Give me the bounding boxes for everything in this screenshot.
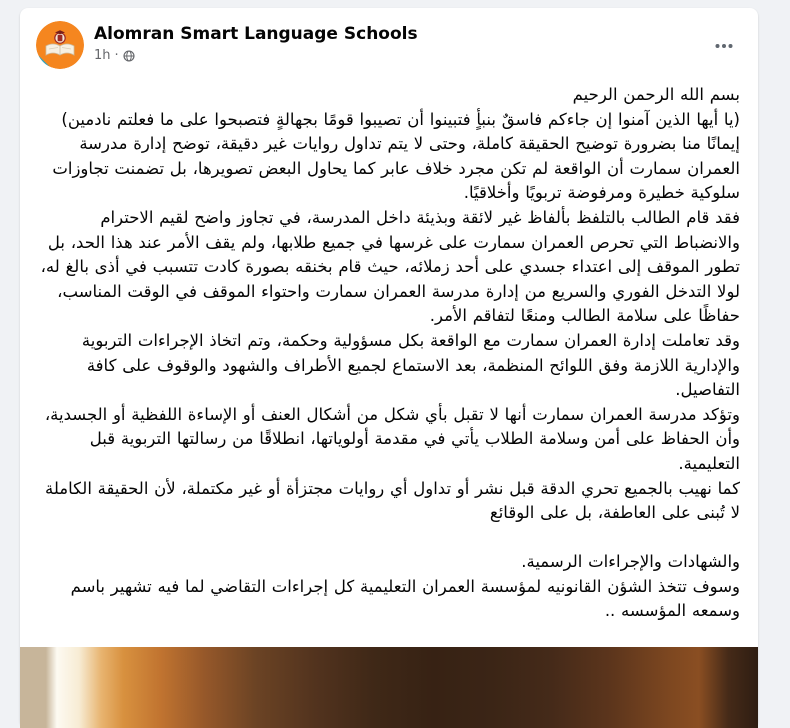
meta-separator: · [114,48,119,63]
post-line: والشهادات والإجراءات الرسمية. [521,552,740,572]
post-timestamp[interactable]: 1h [94,48,111,63]
post-body-text [20,83,758,645]
post-line: بسم الله الرحمن الرحيم [572,85,740,104]
post-header-meta [94,21,418,64]
school-logo-icon [36,21,84,69]
post-line: كما نهيب بالجميع تحري الدقة قبل نشر أو تداول أي روايات مجتزأة أو غير مكتملة، لأن الحقيقة الكاملة لا تُبنى على العاطفة، بل على الوقائع [45,478,740,523]
post-line: إيمانًا منا بضرورة توضيح الحقيقة كاملة، وحتى لا يتم تداول روايات غير دقيقة، توضح إدارة مدرسة العمران سمارت أن الواقعة لم تكن مجرد خلاف عابر كما يحاول البعض تصويرها، بل تضمنت تجاوزات سلوكية خطيرة ومرفوضة تربويًا وأخلاقيًا. [52,134,740,203]
post-line: فقد قام الطالب بالتلفظ بألفاظ غير لائقة وبذيئة داخل المدرسة، في تجاوز واضح لقيم الاحترام والانضباط التي تحرص العمران سمارت على غرسها في جميع طلابها، ولم يقف الأمر عند هذا الحد، بل تطور الموقف إلى اعتداء جسدي على أحد زملائه، حيث قام بخنقه بصورة كادت تتسبب في أذى بالغ له، لولا التدخل الفوري والسريع من إدارة مدرسة العمران سمارت واحتواء الموقف في الوقت المناسب، حفاظًا على سلامة الطالب ومنعًا لتفاقم الأمر. [40,207,740,326]
post-line: وقد تعاملت إدارة العمران سمارت مع الواقعة بكل مسؤولية وحكمة، وتم اتخاذ الإجراءات التربوية والإدارية اللازمة وفق اللوائح المنظمة، بعد الاستماع لجميع الأطراف والشهود والوقوف على كافة التفاصيل. [81,330,740,400]
globe-icon [123,50,135,62]
post-meta-row [94,48,418,64]
post-photo-attachment[interactable] [20,647,758,728]
page-name-link[interactable]: Alomran Smart Language Schools [94,24,418,44]
post-line: (يا أيها الذين آمنوا إن جاءكم فاسقٌ بنبأٍ فتبينوا أن تصيبوا قومًا بجهالةٍ فتصبحوا على ما فعلتم نادمين) [61,109,740,129]
ellipsis-icon [714,36,734,56]
post-blank-line [36,526,740,551]
post-line: وسوف تتخذ الشؤن القانونيه لمؤسسة العمران التعليمية كل إجراءات التقاضي لما فيه تشهير باسم وسمعه المؤسسه .. [70,576,740,621]
post-header [20,8,758,69]
post-line: وتؤكد مدرسة العمران سمارت أنها لا تقبل بأي شكل من أشكال العنف أو الإساءة اللفظية أو الجسدية، وأن الحفاظ على أمن وسلامة الطلاب يأتي في مقدمة أولوياتها، انطلاقًا من رسالتها التربوية قبل التعليمية. [44,404,740,473]
page-avatar[interactable] [36,21,84,69]
post-options-button[interactable] [706,28,742,64]
facebook-post-card [20,8,758,728]
